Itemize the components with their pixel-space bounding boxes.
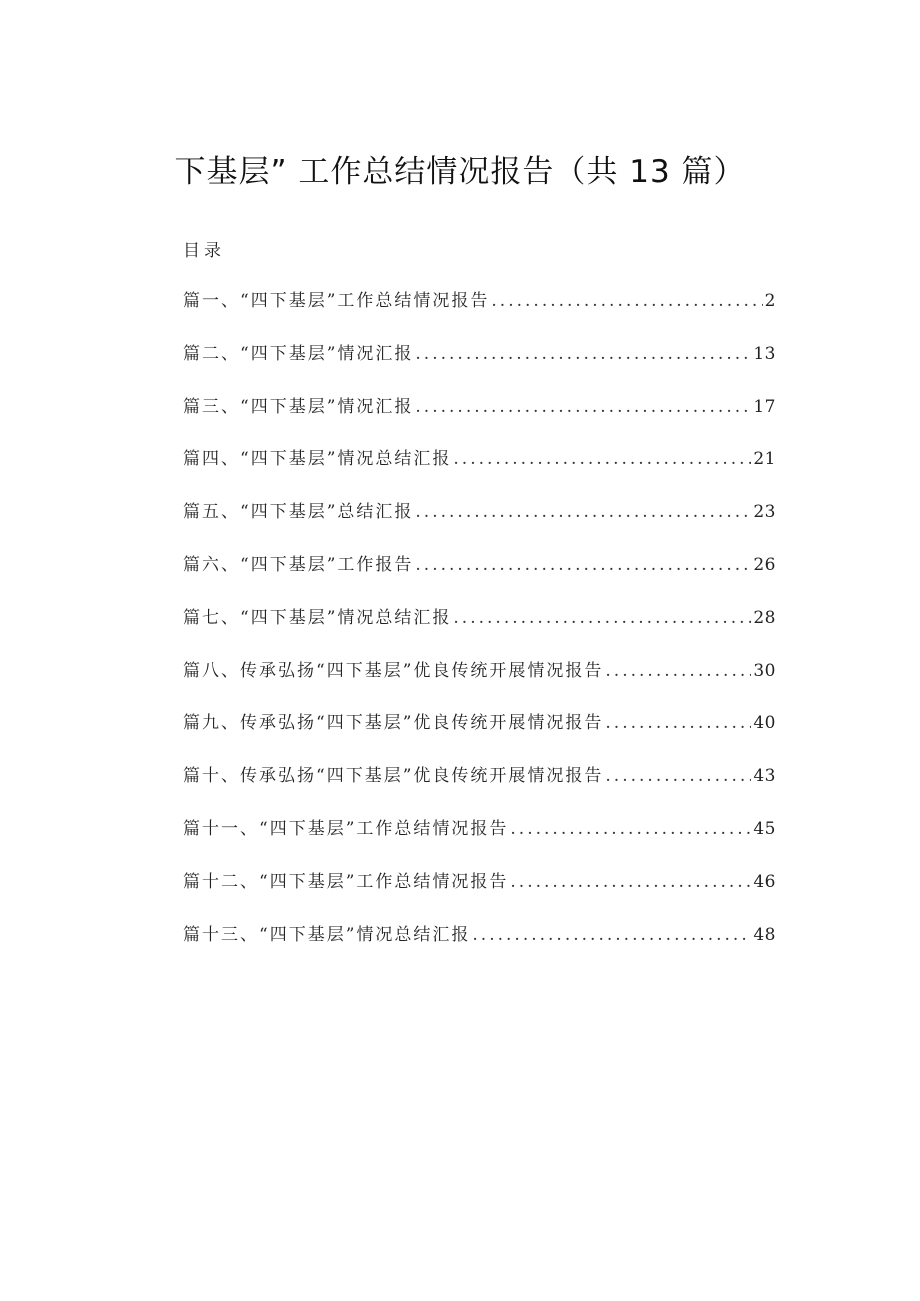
toc-item-page: 13 bbox=[753, 343, 776, 364]
toc-item-label: 篇七、“四下基层”情况总结汇报 bbox=[183, 607, 452, 628]
toc-item[interactable] bbox=[183, 867, 776, 920]
toc-item-label: 篇一、“四下基层”工作总结情况报告 bbox=[183, 291, 490, 311]
toc-item-label: 篇十一、“四下基层”工作总结情况报告 bbox=[183, 818, 509, 839]
toc-item-page: 2 bbox=[764, 291, 776, 311]
toc-item[interactable] bbox=[183, 708, 776, 761]
toc-item-label: 篇九、传承弘扬“四下基层”优良传统开展情况报告 bbox=[183, 713, 604, 734]
toc-item-page: 45 bbox=[753, 818, 776, 839]
toc-item-page: 46 bbox=[753, 871, 776, 892]
toc-dot-leader bbox=[491, 291, 762, 311]
toc-item-page: 23 bbox=[753, 502, 776, 523]
toc-item-page: 43 bbox=[753, 766, 776, 787]
toc-item-label: 篇五、“四下基层”总结汇报 bbox=[183, 502, 414, 523]
toc-dot-leader bbox=[415, 555, 751, 575]
toc-item-label: 篇二、“四下基层”情况汇报 bbox=[183, 343, 414, 364]
toc-item[interactable] bbox=[183, 286, 776, 339]
toc-item-label: 篇四、“四下基层”情况总结汇报 bbox=[183, 449, 452, 470]
toc-item-label: 篇八、传承弘扬“四下基层”优良传统开展情况报告 bbox=[183, 660, 604, 681]
table-of-contents bbox=[183, 286, 776, 972]
toc-dot-leader bbox=[453, 608, 751, 628]
toc-item-label: 篇三、“四下基层”情况汇报 bbox=[183, 396, 414, 417]
toc-item-label: 篇六、“四下基层”工作报告 bbox=[183, 554, 414, 575]
toc-item[interactable] bbox=[183, 920, 776, 973]
toc-dot-leader bbox=[605, 713, 751, 733]
toc-heading: 目录 bbox=[183, 241, 225, 261]
toc-dot-leader bbox=[472, 925, 751, 945]
toc-item-page: 40 bbox=[753, 713, 776, 734]
toc-item[interactable] bbox=[183, 656, 776, 709]
toc-dot-leader bbox=[605, 766, 751, 786]
toc-dot-leader bbox=[605, 661, 751, 681]
toc-dot-leader bbox=[510, 872, 751, 892]
toc-item-label: 篇十二、“四下基层”工作总结情况报告 bbox=[183, 871, 509, 892]
toc-item-page: 30 bbox=[753, 660, 776, 681]
toc-item[interactable] bbox=[183, 603, 776, 656]
toc-item[interactable] bbox=[183, 392, 776, 445]
toc-item[interactable] bbox=[183, 550, 776, 603]
toc-item[interactable] bbox=[183, 761, 776, 814]
toc-item-label: 篇十、传承弘扬“四下基层”优良传统开展情况报告 bbox=[183, 766, 604, 787]
toc-item-page: 26 bbox=[753, 554, 776, 575]
toc-item[interactable] bbox=[183, 814, 776, 867]
toc-item-page: 17 bbox=[753, 396, 776, 417]
toc-item-page: 21 bbox=[753, 449, 776, 470]
toc-dot-leader bbox=[510, 819, 751, 839]
toc-dot-leader bbox=[415, 344, 751, 364]
toc-dot-leader bbox=[415, 397, 751, 417]
document-title: 下基层” 工作总结情况报告（共 13 篇） bbox=[174, 154, 746, 190]
toc-item[interactable] bbox=[183, 444, 776, 497]
toc-item-page: 48 bbox=[753, 924, 776, 945]
toc-dot-leader bbox=[415, 502, 751, 522]
toc-item-label: 篇十三、“四下基层”情况总结汇报 bbox=[183, 924, 471, 945]
toc-dot-leader bbox=[453, 449, 751, 469]
toc-item[interactable] bbox=[183, 339, 776, 392]
toc-item[interactable] bbox=[183, 497, 776, 550]
toc-item-page: 28 bbox=[753, 607, 776, 628]
